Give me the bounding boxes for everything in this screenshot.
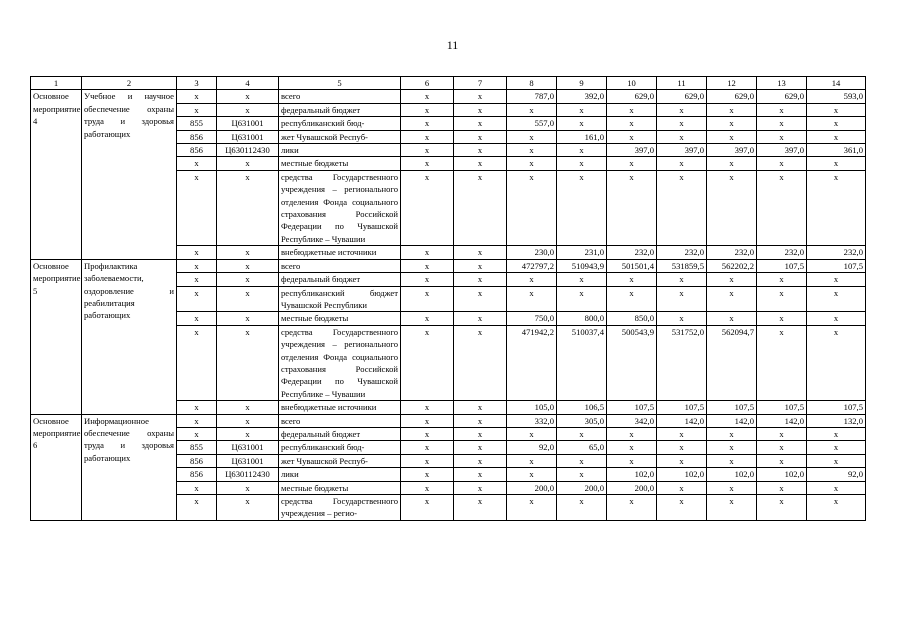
amount-cell: x (507, 454, 557, 467)
amount-cell: x (757, 170, 807, 245)
funding-source-cell: местные бюджеты (279, 157, 401, 170)
expense-type-cell: x (454, 90, 507, 103)
section-code-cell: x (401, 286, 454, 312)
amount-cell: 107,5 (757, 401, 807, 414)
expense-type-cell: x (454, 103, 507, 116)
amount-cell: x (707, 286, 757, 312)
amount-cell: 132,0 (807, 414, 866, 427)
table-row (31, 259, 866, 272)
amount-cell: 629,0 (657, 90, 707, 103)
amount-cell: x (807, 170, 866, 245)
amount-cell: 142,0 (657, 414, 707, 427)
amount-cell: 102,0 (657, 468, 707, 481)
amount-cell: x (807, 117, 866, 130)
grbs-code-cell: 855 (177, 117, 217, 130)
amount-cell: 397,0 (607, 144, 657, 157)
target-article-cell: x (217, 401, 279, 414)
amount-cell: x (657, 103, 707, 116)
amount-cell: x (707, 170, 757, 245)
amount-cell: 629,0 (757, 90, 807, 103)
header-cell: 3 (177, 77, 217, 90)
amount-cell: x (707, 454, 757, 467)
amount-cell: x (757, 495, 807, 521)
header-cell: 9 (557, 77, 607, 90)
expense-type-cell: x (454, 481, 507, 494)
amount-cell: x (657, 130, 707, 143)
amount-cell: x (757, 286, 807, 312)
amount-cell: 557,0 (507, 117, 557, 130)
funding-source-cell: федеральный бюджет (279, 427, 401, 440)
budget-table (30, 76, 866, 521)
amount-cell: x (657, 481, 707, 494)
target-article-cell: Ц631001 (217, 454, 279, 467)
expense-type-cell: x (454, 130, 507, 143)
grbs-code-cell: x (177, 259, 217, 272)
amount-cell: x (807, 286, 866, 312)
table-row (31, 90, 866, 103)
amount-cell: 562094,7 (707, 325, 757, 400)
amount-cell: 107,5 (657, 401, 707, 414)
amount-cell: x (607, 117, 657, 130)
amount-cell: x (557, 286, 607, 312)
activity-description-cell: Учебное и научное обеспечение охраны труда и здоровья работающих (82, 90, 177, 259)
amount-cell: x (707, 103, 757, 116)
funding-source-cell: жет Чувашской Респуб- (279, 454, 401, 467)
target-article-cell: Ц630112430 (217, 144, 279, 157)
activity-description-cell: Профилактика заболеваемости, оздоровление и реабилитация работающих (82, 259, 177, 414)
header-cell: 4 (217, 77, 279, 90)
amount-cell: 531752,0 (657, 325, 707, 400)
amount-cell: x (757, 157, 807, 170)
amount-cell: 200,0 (607, 481, 657, 494)
expense-type-cell: x (454, 427, 507, 440)
amount-cell: x (807, 312, 866, 325)
page-number: 11 (446, 38, 459, 52)
grbs-code-cell: x (177, 312, 217, 325)
expense-type-cell: x (454, 157, 507, 170)
amount-cell: x (557, 144, 607, 157)
target-article-cell: x (217, 170, 279, 245)
section-code-cell: x (401, 325, 454, 400)
amount-cell: x (757, 325, 807, 400)
amount-cell: x (707, 481, 757, 494)
header-cell: 6 (401, 77, 454, 90)
amount-cell: 500543,9 (607, 325, 657, 400)
header-row (31, 77, 866, 90)
amount-cell: x (707, 273, 757, 286)
amount-cell: 161,0 (557, 130, 607, 143)
header-cell: 14 (807, 77, 866, 90)
expense-type-cell: x (454, 117, 507, 130)
section-code-cell: x (401, 90, 454, 103)
amount-cell: 305,0 (557, 414, 607, 427)
amount-cell: 200,0 (507, 481, 557, 494)
amount-cell: 397,0 (657, 144, 707, 157)
amount-cell: 65,0 (557, 441, 607, 454)
amount-cell: x (607, 103, 657, 116)
amount-cell: x (807, 495, 866, 521)
target-article-cell: x (217, 481, 279, 494)
grbs-code-cell: x (177, 414, 217, 427)
target-article-cell: x (217, 90, 279, 103)
amount-cell: x (707, 130, 757, 143)
amount-cell: 232,0 (807, 246, 866, 259)
amount-cell: 107,5 (757, 259, 807, 272)
expense-type-cell: x (454, 454, 507, 467)
target-article-cell: x (217, 103, 279, 116)
grbs-code-cell: 856 (177, 454, 217, 467)
amount-cell: x (757, 103, 807, 116)
amount-cell: 105,0 (507, 401, 557, 414)
amount-cell: x (607, 427, 657, 440)
amount-cell: x (757, 312, 807, 325)
amount-cell: x (507, 157, 557, 170)
target-article-cell: x (217, 427, 279, 440)
amount-cell: x (557, 495, 607, 521)
amount-cell: x (807, 103, 866, 116)
amount-cell: x (607, 170, 657, 245)
amount-cell: x (507, 468, 557, 481)
funding-source-cell: республиканский бюд- (279, 117, 401, 130)
amount-cell: 800,0 (557, 312, 607, 325)
amount-cell: x (807, 481, 866, 494)
section-code-cell: x (401, 468, 454, 481)
amount-cell: 472797,2 (507, 259, 557, 272)
grbs-code-cell: 855 (177, 441, 217, 454)
amount-cell: x (807, 441, 866, 454)
target-article-cell: Ц631001 (217, 130, 279, 143)
activity-name-cell: Основное мероприятие 6 (31, 414, 82, 520)
expense-type-cell: x (454, 273, 507, 286)
header-cell: 12 (707, 77, 757, 90)
amount-cell: 510943,9 (557, 259, 607, 272)
amount-cell: x (707, 495, 757, 521)
amount-cell: x (507, 273, 557, 286)
target-article-cell: x (217, 246, 279, 259)
grbs-code-cell: 856 (177, 468, 217, 481)
grbs-code-cell: x (177, 427, 217, 440)
amount-cell: x (807, 130, 866, 143)
amount-cell: x (757, 454, 807, 467)
amount-cell: x (657, 117, 707, 130)
funding-source-cell: лики (279, 468, 401, 481)
amount-cell: 850,0 (607, 312, 657, 325)
amount-cell: x (507, 170, 557, 245)
funding-source-cell: всего (279, 90, 401, 103)
table-body (31, 90, 866, 520)
amount-cell: x (557, 273, 607, 286)
grbs-code-cell: 856 (177, 130, 217, 143)
section-code-cell: x (401, 441, 454, 454)
amount-cell: 232,0 (657, 246, 707, 259)
grbs-code-cell: x (177, 286, 217, 312)
funding-source-cell: всего (279, 259, 401, 272)
header-cell: 7 (454, 77, 507, 90)
target-article-cell: Ц630112430 (217, 468, 279, 481)
expense-type-cell: x (454, 312, 507, 325)
target-article-cell: x (217, 325, 279, 400)
amount-cell: 102,0 (707, 468, 757, 481)
amount-cell: x (607, 454, 657, 467)
target-article-cell: x (217, 259, 279, 272)
amount-cell: x (557, 170, 607, 245)
grbs-code-cell: x (177, 495, 217, 521)
header-cell: 8 (507, 77, 557, 90)
amount-cell: x (507, 103, 557, 116)
section-code-cell: x (401, 103, 454, 116)
header-cell: 11 (657, 77, 707, 90)
funding-source-cell: лики (279, 144, 401, 157)
target-article-cell: Ц631001 (217, 441, 279, 454)
amount-cell: x (807, 325, 866, 400)
expense-type-cell: x (454, 414, 507, 427)
target-article-cell: x (217, 157, 279, 170)
header-cell: 2 (82, 77, 177, 90)
section-code-cell: x (401, 401, 454, 414)
amount-cell: x (657, 312, 707, 325)
amount-cell: 787,0 (507, 90, 557, 103)
amount-cell: 501501,4 (607, 259, 657, 272)
header-cell: 13 (757, 77, 807, 90)
amount-cell: x (707, 117, 757, 130)
expense-type-cell: x (454, 170, 507, 245)
amount-cell: x (607, 495, 657, 521)
expense-type-cell: x (454, 441, 507, 454)
amount-cell: x (807, 454, 866, 467)
funding-source-cell: средства Государственного учреждения – регионального отделения Фонда социального страхования Российской Федерации по Чувашской Республике – Чувашии (279, 170, 401, 245)
amount-cell: 232,0 (707, 246, 757, 259)
amount-cell: 102,0 (757, 468, 807, 481)
activity-name-cell: Основное мероприятие 5 (31, 259, 82, 414)
amount-cell: 342,0 (607, 414, 657, 427)
grbs-code-cell: x (177, 157, 217, 170)
amount-cell: 107,5 (807, 259, 866, 272)
amount-cell: x (707, 157, 757, 170)
header-cell: 5 (279, 77, 401, 90)
expense-type-cell: x (454, 495, 507, 521)
amount-cell: 142,0 (707, 414, 757, 427)
section-code-cell: x (401, 246, 454, 259)
grbs-code-cell: x (177, 103, 217, 116)
amount-cell: x (807, 273, 866, 286)
expense-type-cell: x (454, 401, 507, 414)
amount-cell: x (807, 427, 866, 440)
amount-cell: x (707, 441, 757, 454)
grbs-code-cell: x (177, 246, 217, 259)
amount-cell: x (657, 286, 707, 312)
amount-cell: 629,0 (707, 90, 757, 103)
funding-source-cell: средства Государственного учреждения – регионального отделения Фонда социального страхования Российской Федерации по Чувашской Республике – Чувашии (279, 325, 401, 400)
amount-cell: 392,0 (557, 90, 607, 103)
amount-cell: 92,0 (807, 468, 866, 481)
funding-source-cell: внебюджетные источники (279, 246, 401, 259)
amount-cell: x (657, 441, 707, 454)
expense-type-cell: x (454, 325, 507, 400)
amount-cell: 629,0 (607, 90, 657, 103)
target-article-cell: x (217, 273, 279, 286)
amount-cell: x (657, 495, 707, 521)
amount-cell: 471942,2 (507, 325, 557, 400)
amount-cell: x (507, 495, 557, 521)
target-article-cell: Ц631001 (217, 117, 279, 130)
amount-cell: x (757, 427, 807, 440)
amount-cell: x (807, 157, 866, 170)
amount-cell: 750,0 (507, 312, 557, 325)
expense-type-cell: x (454, 259, 507, 272)
amount-cell: 593,0 (807, 90, 866, 103)
amount-cell: x (607, 157, 657, 170)
section-code-cell: x (401, 495, 454, 521)
section-code-cell: x (401, 427, 454, 440)
amount-cell: x (507, 286, 557, 312)
grbs-code-cell: x (177, 90, 217, 103)
target-article-cell: x (217, 312, 279, 325)
amount-cell: x (707, 312, 757, 325)
amount-cell: 562202,2 (707, 259, 757, 272)
expense-type-cell: x (454, 144, 507, 157)
section-code-cell: x (401, 414, 454, 427)
amount-cell: x (657, 427, 707, 440)
expense-type-cell: x (454, 286, 507, 312)
table-row (31, 414, 866, 427)
amount-cell: 510037,4 (557, 325, 607, 400)
expense-type-cell: x (454, 246, 507, 259)
target-article-cell: x (217, 495, 279, 521)
section-code-cell: x (401, 117, 454, 130)
amount-cell: x (757, 117, 807, 130)
section-code-cell: x (401, 130, 454, 143)
amount-cell: 102,0 (607, 468, 657, 481)
section-code-cell: x (401, 157, 454, 170)
amount-cell: x (657, 273, 707, 286)
amount-cell: x (657, 454, 707, 467)
amount-cell: 332,0 (507, 414, 557, 427)
amount-cell: 200,0 (557, 481, 607, 494)
amount-cell: x (657, 170, 707, 245)
section-code-cell: x (401, 259, 454, 272)
amount-cell: 531859,5 (657, 259, 707, 272)
grbs-code-cell: x (177, 401, 217, 414)
amount-cell: x (757, 273, 807, 286)
grbs-code-cell: x (177, 273, 217, 286)
amount-cell: 106,5 (557, 401, 607, 414)
amount-cell: x (507, 144, 557, 157)
grbs-code-cell: 856 (177, 144, 217, 157)
amount-cell: 142,0 (757, 414, 807, 427)
funding-source-cell: средства Государственного учреждения – регио- (279, 495, 401, 521)
funding-source-cell: республиканский бюд- (279, 441, 401, 454)
amount-cell: 92,0 (507, 441, 557, 454)
funding-source-cell: всего (279, 414, 401, 427)
amount-cell: x (707, 427, 757, 440)
amount-cell: x (607, 441, 657, 454)
header-cell: 10 (607, 77, 657, 90)
amount-cell: x (557, 157, 607, 170)
amount-cell: 232,0 (757, 246, 807, 259)
amount-cell: 232,0 (607, 246, 657, 259)
amount-cell: x (757, 441, 807, 454)
amount-cell: x (557, 103, 607, 116)
grbs-code-cell: x (177, 325, 217, 400)
amount-cell: x (557, 117, 607, 130)
amount-cell: x (607, 130, 657, 143)
section-code-cell: x (401, 273, 454, 286)
funding-source-cell: жет Чувашской Респуб- (279, 130, 401, 143)
section-code-cell: x (401, 454, 454, 467)
funding-source-cell: местные бюджеты (279, 481, 401, 494)
activity-description-cell: Информационное обеспечение охраны труда и здоровья работающих (82, 414, 177, 520)
amount-cell: x (757, 481, 807, 494)
grbs-code-cell: x (177, 170, 217, 245)
funding-source-cell: федеральный бюджет (279, 103, 401, 116)
funding-source-cell: местные бюджеты (279, 312, 401, 325)
amount-cell: 230,0 (507, 246, 557, 259)
funding-source-cell: федеральный бюджет (279, 273, 401, 286)
amount-cell: x (557, 427, 607, 440)
amount-cell: x (607, 286, 657, 312)
amount-cell: x (507, 427, 557, 440)
activity-name-cell: Основное мероприятие 4 (31, 90, 82, 259)
section-code-cell: x (401, 481, 454, 494)
amount-cell: x (607, 273, 657, 286)
amount-cell: 107,5 (707, 401, 757, 414)
amount-cell: x (757, 130, 807, 143)
amount-cell: x (557, 468, 607, 481)
amount-cell: x (657, 157, 707, 170)
expense-type-cell: x (454, 468, 507, 481)
amount-cell: 361,0 (807, 144, 866, 157)
section-code-cell: x (401, 144, 454, 157)
amount-cell: 107,5 (607, 401, 657, 414)
amount-cell: 107,5 (807, 401, 866, 414)
funding-source-cell: республиканский бюджет Чувашской Республики (279, 286, 401, 312)
header-cell: 1 (31, 77, 82, 90)
amount-cell: x (507, 130, 557, 143)
amount-cell: 231,0 (557, 246, 607, 259)
funding-source-cell: внебюджетные источники (279, 401, 401, 414)
amount-cell: 397,0 (707, 144, 757, 157)
section-code-cell: x (401, 170, 454, 245)
grbs-code-cell: x (177, 481, 217, 494)
amount-cell: 397,0 (757, 144, 807, 157)
amount-cell: x (557, 454, 607, 467)
target-article-cell: x (217, 414, 279, 427)
section-code-cell: x (401, 312, 454, 325)
target-article-cell: x (217, 286, 279, 312)
